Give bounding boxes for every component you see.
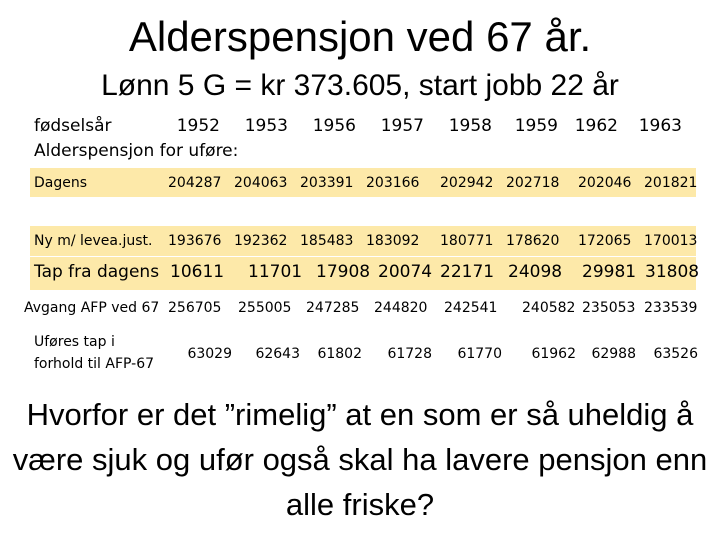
row-label: Dagens bbox=[34, 175, 88, 191]
table-cell: 204063 bbox=[234, 175, 288, 191]
table-cell: 61770 bbox=[457, 346, 502, 362]
table-cell: 178620 bbox=[506, 233, 560, 249]
table-cell: 62643 bbox=[255, 346, 300, 362]
table-cell: 203166 bbox=[366, 175, 420, 191]
table-cell: 170013 bbox=[644, 233, 698, 249]
table-cell: 244820 bbox=[374, 300, 428, 316]
table-cell: 22171 bbox=[440, 262, 495, 282]
slide-title: Alderspensjon ved 67 år. bbox=[128, 13, 592, 60]
table-cell: 180771 bbox=[440, 233, 494, 249]
table-cell: 255005 bbox=[238, 300, 292, 316]
table-cell: 233539 bbox=[644, 300, 698, 316]
table-cell: 63029 bbox=[187, 346, 232, 362]
year-header: 1958 bbox=[448, 116, 492, 136]
table-cell: 192362 bbox=[234, 233, 288, 249]
row-label-line: Uføres tap i bbox=[34, 334, 115, 350]
row-label-line: forhold til AFP-67 bbox=[34, 356, 155, 372]
table-cell: 202718 bbox=[506, 175, 560, 191]
table-cell: 235053 bbox=[582, 300, 636, 316]
year-header: 1952 bbox=[176, 116, 220, 136]
table-cell: 29981 bbox=[582, 262, 637, 282]
table-cell: 203391 bbox=[300, 175, 354, 191]
table-cell: 24098 bbox=[508, 262, 563, 282]
table-cell: 201821 bbox=[644, 175, 698, 191]
year-header: 1963 bbox=[638, 116, 682, 136]
table-cell: 183092 bbox=[366, 233, 420, 249]
table-cell: 61802 bbox=[317, 346, 362, 362]
year-header: 1957 bbox=[380, 116, 424, 136]
table-cell: 62988 bbox=[591, 346, 636, 362]
year-header: 1953 bbox=[244, 116, 288, 136]
table-cell: 63526 bbox=[653, 346, 698, 362]
table-cell: 20074 bbox=[378, 262, 433, 282]
table-cell: 202942 bbox=[440, 175, 494, 191]
table-cell: 31808 bbox=[645, 262, 700, 282]
table-cell: 204287 bbox=[168, 175, 222, 191]
year-header: 1956 bbox=[312, 116, 356, 136]
row-label: Ny m/ levea.just. bbox=[34, 233, 153, 249]
table-cell: 61728 bbox=[387, 346, 432, 362]
table-cell: 17908 bbox=[316, 262, 371, 282]
row-label: Tap fra dagens bbox=[34, 262, 160, 282]
table-cell: 256705 bbox=[168, 300, 222, 316]
table-cell: 172065 bbox=[578, 233, 632, 249]
table-cell: 202046 bbox=[578, 175, 632, 191]
table-cell: 185483 bbox=[300, 233, 354, 249]
table-cell: 61962 bbox=[531, 346, 576, 362]
section-label: Alderspensjon for uføre: bbox=[34, 141, 239, 161]
table-cell: 240582 bbox=[522, 300, 576, 316]
row-label: Avgang AFP ved 67 bbox=[24, 300, 160, 316]
slide-subtitle: Lønn 5 G = kr 373.605, start jobb 22 år bbox=[101, 69, 619, 102]
table-cell: 10611 bbox=[170, 262, 225, 282]
year-header: 1959 bbox=[514, 116, 558, 136]
table-cell: 11701 bbox=[248, 262, 303, 282]
year-header: 1962 bbox=[574, 116, 618, 136]
table-cell: 242541 bbox=[444, 300, 498, 316]
question-text: Hvorfor er det ”rimelig” at en som er så uheldig å være sjuk og ufør også skal ha lavere pensjon enn alle friske? bbox=[12, 397, 708, 522]
table-cell: 193676 bbox=[168, 233, 222, 249]
table-cell: 247285 bbox=[306, 300, 360, 316]
header-label: fødselsår bbox=[34, 116, 112, 136]
